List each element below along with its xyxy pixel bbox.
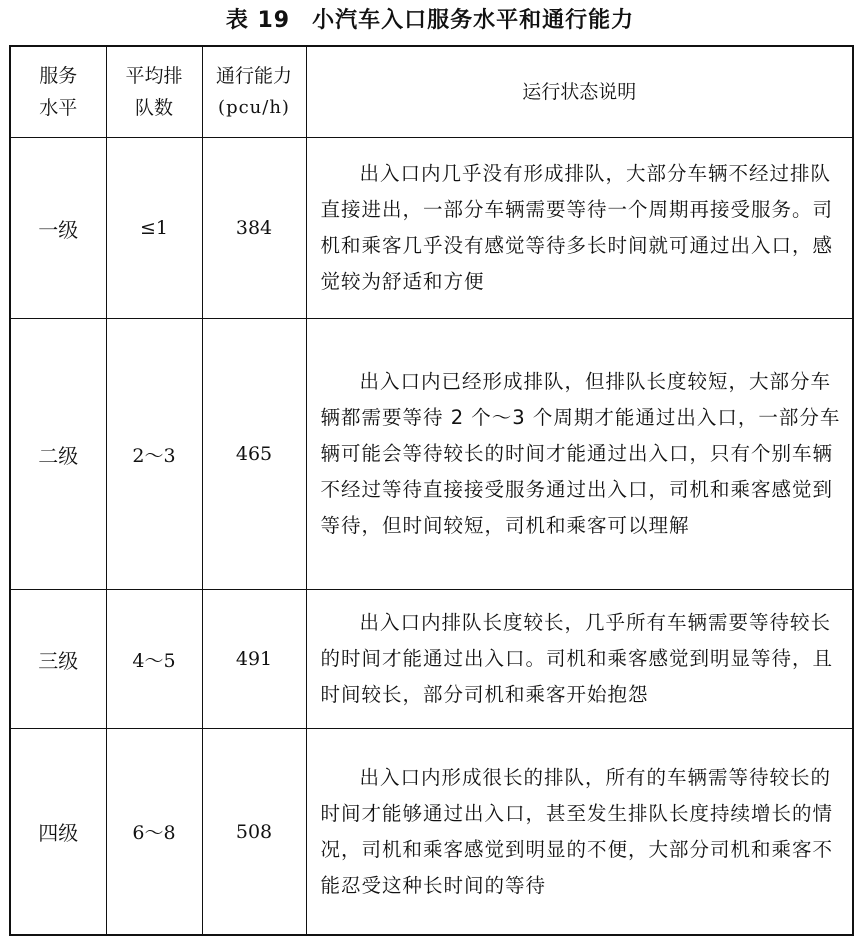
header-service-level-line2: 水平 [39,97,78,119]
cell-description: 出入口内排队长度较长，几乎所有车辆需要等待较长的时间才能通过出入口。司机和乘客感觉到明显等待，且时间较长，部分司机和乘客开始抱怨 [306,590,853,729]
cell-avg-queue: 2～3 [106,319,202,590]
table-number: 表 19 [225,8,291,33]
table-row [10,319,853,590]
cell-capacity: 508 [202,729,306,936]
cell-capacity: 491 [202,590,306,729]
table-row [10,138,853,319]
header-avg-queue [106,46,202,138]
table-row [10,729,853,936]
cell-capacity: 465 [202,319,306,590]
table-caption: 小汽车入口服务水平和通行能力 [312,8,635,33]
header-service-level-line1: 服务 [39,65,78,87]
cell-avg-queue: 6～8 [106,729,202,936]
header-description: 运行状态说明 [306,46,853,138]
header-capacity-unit: (pcu/h) [218,97,290,118]
cell-service-level: 四级 [10,729,106,936]
header-row [10,46,853,138]
cell-service-level: 三级 [10,590,106,729]
cell-service-level: 一级 [10,138,106,319]
cell-service-level: 二级 [10,319,106,590]
header-capacity-line1: 通行能力 [215,65,292,87]
cell-description: 出入口内几乎没有形成排队，大部分车辆不经过排队直接进出，一部分车辆需要等待一个周期再接受服务。司机和乘客几乎没有感觉等待多长时间就可通过出入口，感觉较为舒适和方便 [306,138,853,319]
table-row [10,590,853,729]
cell-description: 出入口内形成很长的排队，所有的车辆需等待较长的时间才能够通过出入口，甚至发生排队长度持续增长的情况，司机和乘客感觉到明显的不便，大部分司机和乘客不能忍受这种长时间的等待 [306,729,853,936]
cell-capacity: 384 [202,138,306,319]
header-avg-queue-line2: 队数 [134,97,173,119]
cell-description: 出入口内已经形成排队，但排队长度较短，大部分车辆都需要等待 2 个～3 个周期才能通过出入口，一部分车辆可能会等待较长的时间才能通过出入口，只有个别车辆不经过等待直接接受服务通过出入口，司机和乘客感觉到等待，但时间较短，司机和乘客可以理解 [306,319,853,590]
cell-avg-queue: 4～5 [106,590,202,729]
service-level-table [9,45,854,936]
header-avg-queue-line1: 平均排 [125,65,183,87]
table-title [0,4,860,38]
cell-avg-queue: ≤1 [106,138,202,319]
header-capacity [202,46,306,138]
header-service-level [10,46,106,138]
